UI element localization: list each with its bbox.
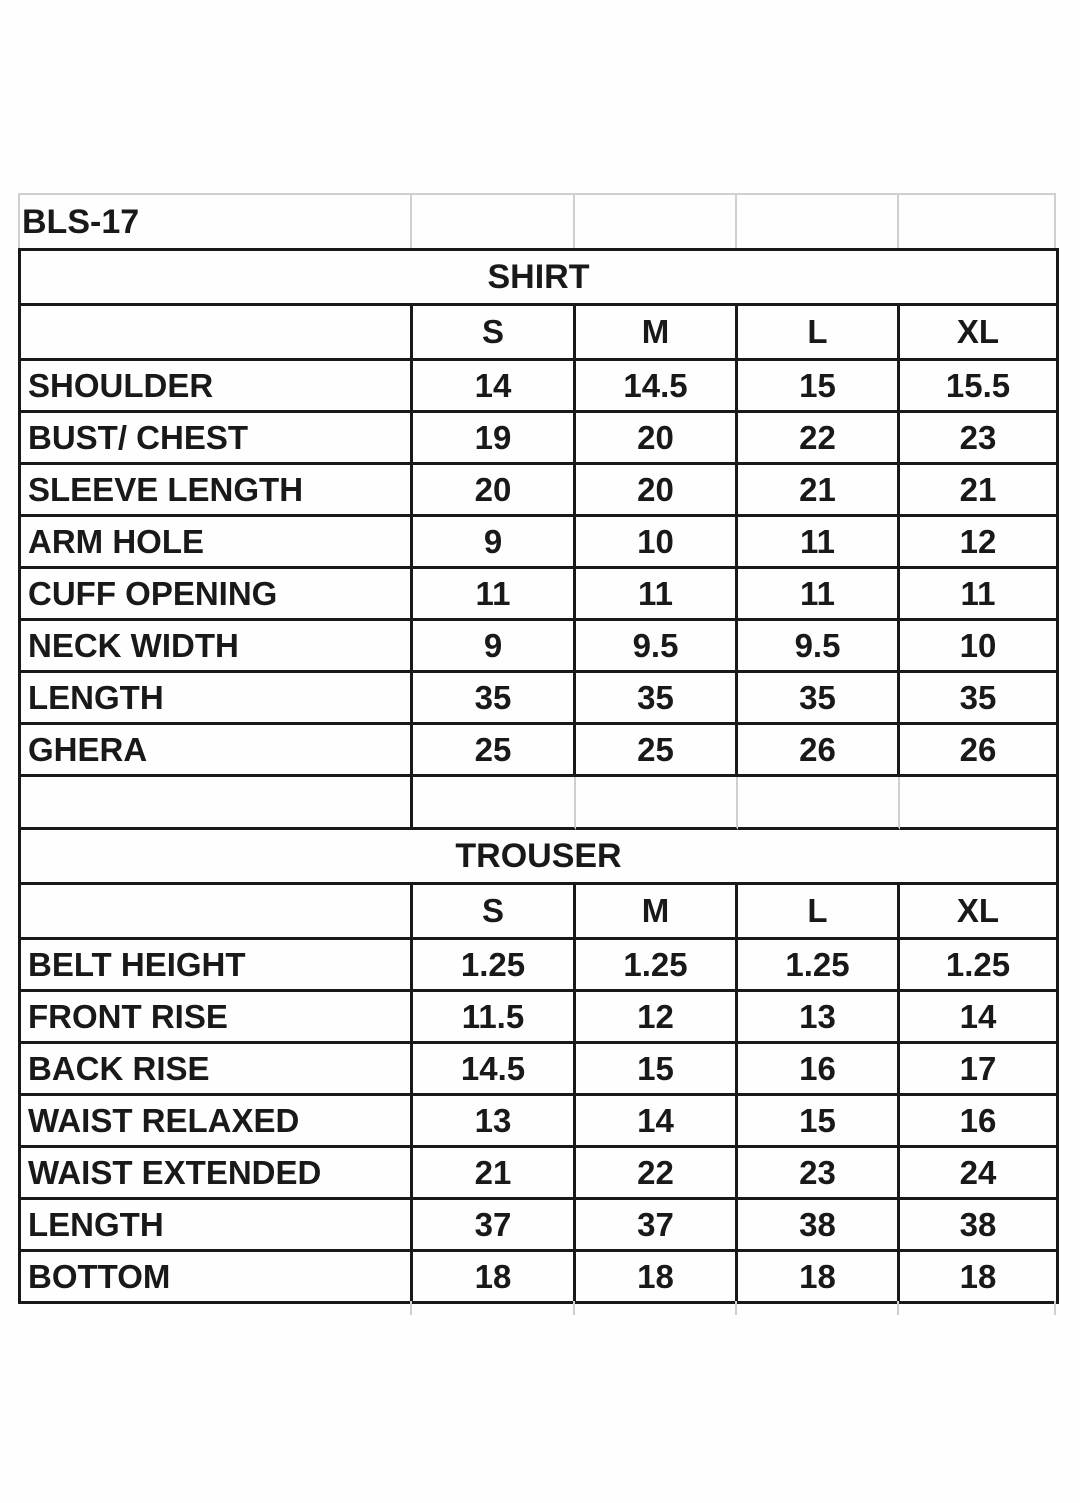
spacer-cell xyxy=(21,777,413,830)
gridline xyxy=(18,195,20,250)
row-label-belt-height: BELT HEIGHT xyxy=(21,940,413,992)
value-cell: 12 xyxy=(900,517,1059,569)
value-cell: 14 xyxy=(413,361,576,413)
gridline xyxy=(897,1301,899,1315)
value-cell: 35 xyxy=(738,673,900,725)
value-cell: 9.5 xyxy=(576,621,738,673)
trouser-size-header-xl: XL xyxy=(900,885,1059,940)
value-cell: 20 xyxy=(576,413,738,465)
gridline xyxy=(735,1301,737,1315)
row-label-waist-relaxed: WAIST RELAXED xyxy=(21,1096,413,1148)
trouser-size-header-s: S xyxy=(413,885,576,940)
gridline xyxy=(897,195,899,250)
value-cell: 15 xyxy=(738,361,900,413)
value-cell: 18 xyxy=(900,1252,1059,1304)
row-label-arm-hole: ARM HOLE xyxy=(21,517,413,569)
value-cell: 11 xyxy=(738,569,900,621)
value-cell: 21 xyxy=(413,1148,576,1200)
gridline xyxy=(410,195,412,250)
size-header-spacer xyxy=(21,306,413,361)
shirt-section-title: SHIRT xyxy=(21,251,1059,306)
value-cell: 24 xyxy=(900,1148,1059,1200)
shirt-size-header-xl: XL xyxy=(900,306,1059,361)
trouser-section-title: TROUSER xyxy=(21,830,1059,885)
value-cell: 25 xyxy=(576,725,738,777)
value-cell: 15.5 xyxy=(900,361,1059,413)
gridline xyxy=(410,1301,412,1315)
value-cell: 13 xyxy=(413,1096,576,1148)
value-cell: 14.5 xyxy=(576,361,738,413)
gridline xyxy=(735,195,737,250)
gridline xyxy=(1054,195,1056,250)
row-label-shirt-length: LENGTH xyxy=(21,673,413,725)
value-cell: 18 xyxy=(413,1252,576,1304)
value-cell: 16 xyxy=(900,1096,1059,1148)
value-cell: 11 xyxy=(738,517,900,569)
value-cell: 26 xyxy=(738,725,900,777)
value-cell: 37 xyxy=(413,1200,576,1252)
gridline xyxy=(573,1301,575,1315)
value-cell: 21 xyxy=(738,465,900,517)
row-label-trouser-length: LENGTH xyxy=(21,1200,413,1252)
value-cell: 19 xyxy=(413,413,576,465)
value-cell: 22 xyxy=(576,1148,738,1200)
value-cell: 10 xyxy=(900,621,1059,673)
trouser-size-header-l: L xyxy=(738,885,900,940)
value-cell: 1.25 xyxy=(576,940,738,992)
value-cell: 35 xyxy=(900,673,1059,725)
spacer-cell xyxy=(576,777,738,830)
row-label-back-rise: BACK RISE xyxy=(21,1044,413,1096)
value-cell: 16 xyxy=(738,1044,900,1096)
value-cell: 1.25 xyxy=(900,940,1059,992)
value-cell: 9 xyxy=(413,517,576,569)
value-cell: 38 xyxy=(900,1200,1059,1252)
value-cell: 14 xyxy=(900,992,1059,1044)
spacer-cell xyxy=(738,777,900,830)
trouser-size-header-m: M xyxy=(576,885,738,940)
value-cell: 11 xyxy=(900,569,1059,621)
value-cell: 1.25 xyxy=(738,940,900,992)
value-cell: 35 xyxy=(413,673,576,725)
value-cell: 1.25 xyxy=(413,940,576,992)
value-cell: 20 xyxy=(413,465,576,517)
value-cell: 15 xyxy=(738,1096,900,1148)
value-cell: 14.5 xyxy=(413,1044,576,1096)
style-code: BLS-17 xyxy=(22,203,140,241)
value-cell: 23 xyxy=(738,1148,900,1200)
value-cell: 12 xyxy=(576,992,738,1044)
value-cell: 18 xyxy=(738,1252,900,1304)
shirt-size-header-l: L xyxy=(738,306,900,361)
value-cell: 22 xyxy=(738,413,900,465)
value-cell: 37 xyxy=(576,1200,738,1252)
size-header-spacer xyxy=(21,885,413,940)
value-cell: 38 xyxy=(738,1200,900,1252)
value-cell: 17 xyxy=(900,1044,1059,1096)
shirt-size-header-s: S xyxy=(413,306,576,361)
value-cell: 11 xyxy=(576,569,738,621)
row-label-front-rise: FRONT RISE xyxy=(21,992,413,1044)
row-label-cuff-opening: CUFF OPENING xyxy=(21,569,413,621)
value-cell: 35 xyxy=(576,673,738,725)
row-label-ghera: GHERA xyxy=(21,725,413,777)
value-cell: 18 xyxy=(576,1252,738,1304)
value-cell: 23 xyxy=(900,413,1059,465)
row-label-bust-chest: BUST/ CHEST xyxy=(21,413,413,465)
gridline xyxy=(573,195,575,250)
size-table xyxy=(18,248,1059,1304)
value-cell: 11 xyxy=(413,569,576,621)
row-label-sleeve-length: SLEEVE LENGTH xyxy=(21,465,413,517)
spacer-cell xyxy=(413,777,576,830)
row-label-shoulder: SHOULDER xyxy=(21,361,413,413)
value-cell: 20 xyxy=(576,465,738,517)
row-label-bottom: BOTTOM xyxy=(21,1252,413,1304)
gridline xyxy=(1054,1301,1056,1315)
value-cell: 14 xyxy=(576,1096,738,1148)
value-cell: 13 xyxy=(738,992,900,1044)
row-label-neck-width: NECK WIDTH xyxy=(21,621,413,673)
value-cell: 10 xyxy=(576,517,738,569)
value-cell: 21 xyxy=(900,465,1059,517)
value-cell: 11.5 xyxy=(413,992,576,1044)
value-cell: 26 xyxy=(900,725,1059,777)
value-cell: 9.5 xyxy=(738,621,900,673)
value-cell: 15 xyxy=(576,1044,738,1096)
row-label-waist-extended: WAIST EXTENDED xyxy=(21,1148,413,1200)
shirt-size-header-m: M xyxy=(576,306,738,361)
style-code-row xyxy=(18,193,1056,250)
spacer-cell xyxy=(900,777,1059,830)
value-cell: 25 xyxy=(413,725,576,777)
value-cell: 9 xyxy=(413,621,576,673)
